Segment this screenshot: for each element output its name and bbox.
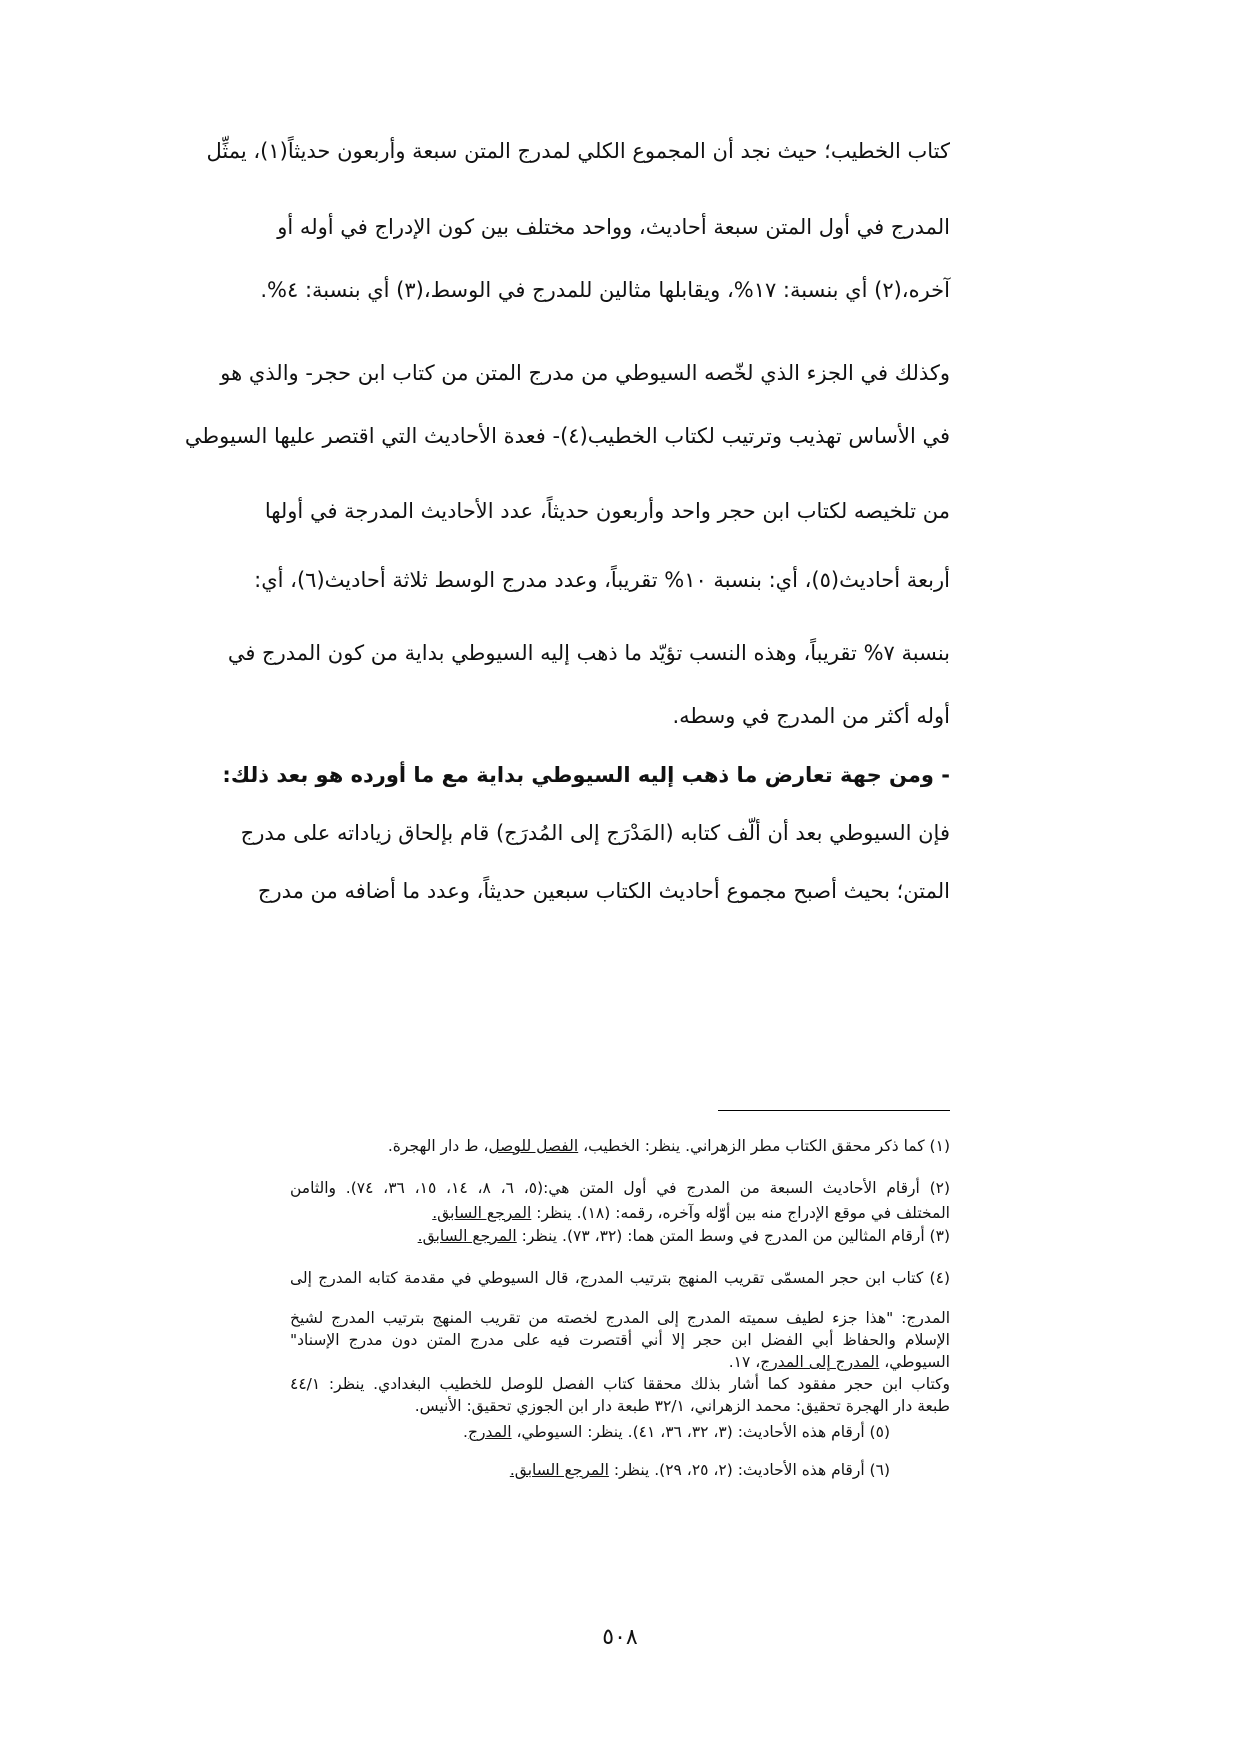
body-line-11: المتن؛ بحيث أصبح مجموع أحاديث الكتاب سبعين حديثاً، وعدد ما أضافه من مدرج bbox=[257, 879, 950, 903]
footnote-1 bbox=[290, 1136, 950, 1157]
footnote-4d-tail: ، ١٧. bbox=[728, 1353, 761, 1371]
body-line-8: بنسبة ٧% تقريباً، وهذه النسب تؤيّد ما ذهب إليه السيوطي بداية من كون المدرج في bbox=[227, 641, 950, 665]
footnote-3 bbox=[290, 1226, 950, 1247]
footnote-2b-ref: المرجع السابق. bbox=[432, 1204, 532, 1222]
footnote-4c: الإسلام والحفاظ أبي الفضل ابن حجر إلا أني أقتصرت فيه على مدرج المتن دون مدرج الإسناد" bbox=[290, 1331, 950, 1349]
body-line-7: أربعة أحاديث(٥)، أي: بنسبة ١٠% تقريباً، وعدد مدرج الوسط ثلاثة أحاديث(٦)، أي: bbox=[254, 568, 950, 592]
footnote-3-text: (٣) أرقام المثالين من المدرج في وسط المتن هما: (٣٢، ٧٣). ينظر: bbox=[516, 1227, 950, 1245]
body-line-2: المدرج في أول المتن سبعة أحاديث، وواحد مختلف بين كون الإدراج في أوله أو bbox=[277, 215, 950, 239]
footnote-2a: (٢) أرقام الأحاديث السبعة من المدرج في أول المتن هي:(٥، ٦، ٨، ١٤، ١٥، ٣٦، ٧٤). والثامن bbox=[290, 1179, 951, 1197]
body-line-4: وكذلك في الجزء الذي لخّصه السيوطي من مدرج المتن من كتاب ابن حجر- والذي هو bbox=[220, 361, 950, 385]
section-heading: - ومن جهة تعارض ما ذهب إليه السيوطي بداية مع ما أورده هو بعد ذلك: bbox=[222, 763, 950, 787]
footnote-4d bbox=[290, 1352, 950, 1373]
footnote-1-tail: ، ط دار الهجرة. bbox=[387, 1137, 489, 1155]
footnote-4a: (٤) كتاب ابن حجر المسمّى تقريب المنهج بترتيب المدرج، قال السيوطي في مقدمة كتابه المدرج إلى bbox=[290, 1269, 950, 1287]
body-line-6: من تلخيصه لكتاب ابن حجر واحد وأربعون حديثاً، عدد الأحاديث المدرجة في أولها bbox=[264, 499, 950, 523]
footnote-6-text: (٦) أرقام هذه الأحاديث: (٢، ٢٥، ٢٩). ينظر: bbox=[608, 1461, 890, 1479]
footnote-5-text: (٥) أرقام هذه الأحاديث: (٣، ٣٢، ٣٦، ٤١). ينظر: السيوطي، bbox=[511, 1423, 890, 1441]
footnote-3-ref: المرجع السابق. bbox=[417, 1227, 517, 1245]
footnote-4d-ref: المدرج إلى المدرج bbox=[760, 1353, 880, 1371]
footnote-4f: طبعة دار الهجرة تحقيق: محمد الزهراني، ٣٢/١ طبعة دار ابن الجوزي تحقيق: الأنيس. bbox=[414, 1397, 950, 1415]
page-number: ٥٠٨ bbox=[602, 1625, 638, 1650]
footnote-5-tail: . bbox=[463, 1423, 468, 1441]
footnote-4e: وكتاب ابن حجر مفقود كما أشار بذلك محققا كتاب الفصل للوصل للخطيب البغدادي. ينظر: ٤٤/١ bbox=[290, 1375, 950, 1393]
body-line-1: كتاب الخطيب؛ حيث نجد أن المجموع الكلي لمدرج المتن سبعة وأربعون حديثاً(١)، يمثِّل bbox=[206, 139, 950, 163]
footnote-1-text: (١) كما ذكر محقق الكتاب مطر الزهراني. ينظر: الخطيب، bbox=[578, 1137, 950, 1155]
footnote-5 bbox=[230, 1422, 890, 1443]
footnote-6-ref: المرجع السابق. bbox=[509, 1461, 609, 1479]
body-line-9: أوله أكثر من المدرج في وسطه. bbox=[672, 704, 950, 728]
footnote-6 bbox=[230, 1460, 890, 1481]
body-line-5: في الأساس تهذيب وترتيب لكتاب الخطيب(٤)- فعدة الأحاديث التي اقتصر عليها السيوطي bbox=[184, 424, 950, 448]
body-line-10: فإن السيوطي بعد أن ألّف كتابه (المَدْرَج إلى المُدرَج) قام بإلحاق زياداته على مدرج bbox=[240, 821, 950, 845]
body-line-3: آخره،(٢) أي بنسبة: ١٧%، ويقابلها مثالين للمدرج في الوسط،(٣) أي بنسبة: ٤%. bbox=[260, 278, 950, 302]
footnote-2b bbox=[290, 1203, 950, 1224]
footnote-2b-text: المختلف في موقع الإدراج منه بين أوّله وآخره، رقمه: (١٨). ينظر: bbox=[531, 1204, 950, 1222]
footnote-1-ref: الفصل للوصل bbox=[488, 1137, 579, 1155]
footnote-4d-text: السيوطي، bbox=[879, 1353, 950, 1371]
footnote-5-ref: المدرج bbox=[467, 1423, 512, 1441]
footnote-4b: المدرج: "هذا جزء لطيف سميته المدرج إلى المدرج لخصته من تقريب المنهج بترتيب المدرج لشيخ bbox=[290, 1309, 950, 1327]
footnote-separator bbox=[718, 1110, 950, 1111]
